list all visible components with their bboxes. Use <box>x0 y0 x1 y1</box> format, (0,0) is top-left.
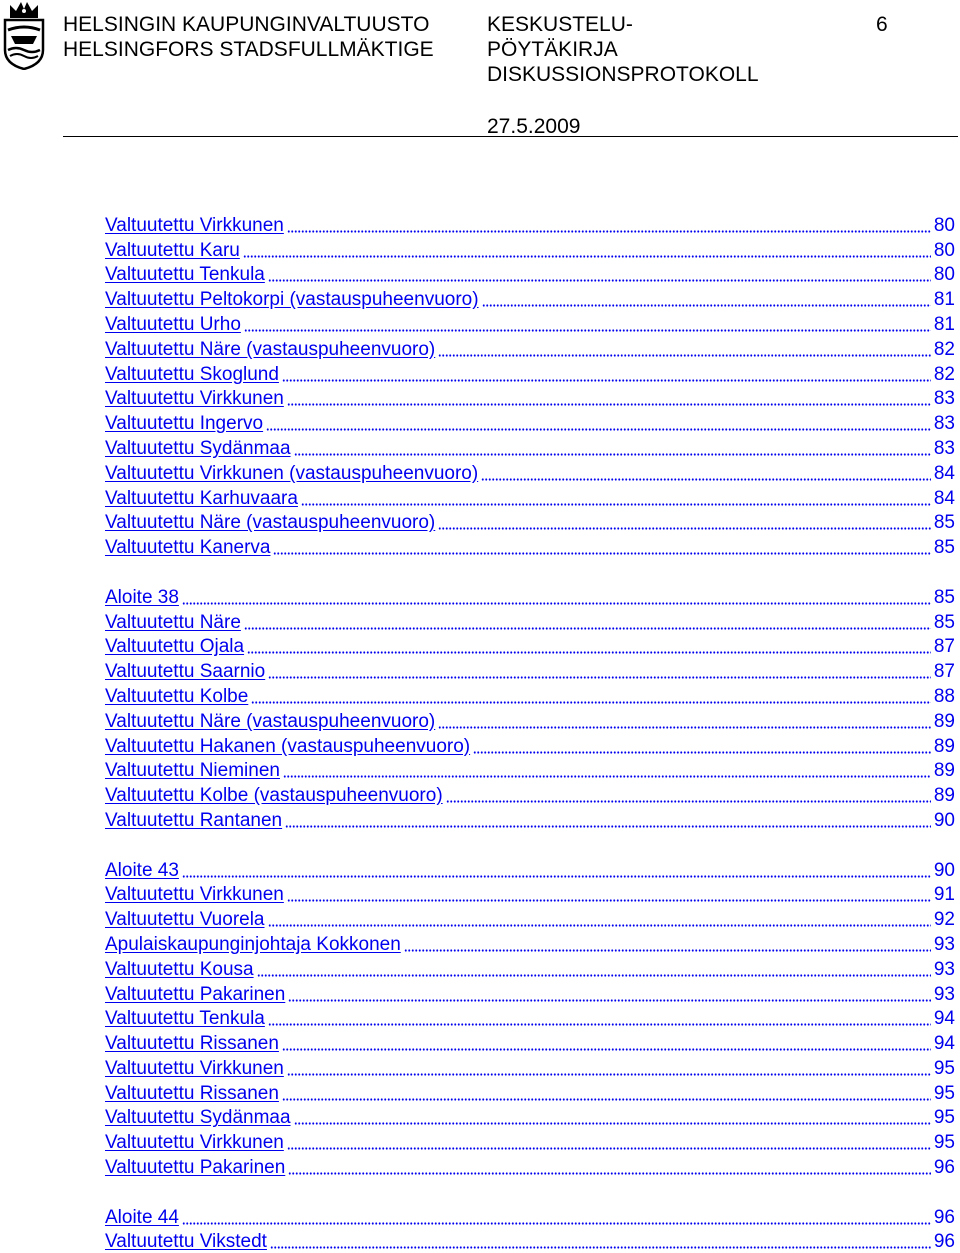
toc-entry-page: 90 <box>933 809 955 831</box>
toc-entry-page: 96 <box>933 1157 955 1179</box>
toc-entry-page: 91 <box>933 884 955 906</box>
meeting-date: 27.5.2009 <box>487 115 581 138</box>
toc-entry[interactable] <box>105 981 955 1006</box>
document-type-line-2: PÖYTÄKIRJA <box>487 38 618 61</box>
toc-dot-leader <box>282 361 931 382</box>
toc-entry-page: 89 <box>933 710 955 732</box>
toc-entry-title: Valtuutettu Virkkunen <box>105 388 284 410</box>
toc-dot-leader <box>473 733 931 754</box>
toc-entry-title: Valtuutettu Virkkunen (vastauspuheenvuoro) <box>105 462 479 484</box>
toc-entry[interactable] <box>105 435 955 460</box>
toc-entry-page: 95 <box>933 1057 955 1079</box>
toc-entry[interactable] <box>105 658 955 683</box>
toc-entry-page: 85 <box>933 512 955 534</box>
toc-entry[interactable] <box>105 609 955 634</box>
toc-entry-title: Valtuutettu Rissanen <box>105 1082 279 1104</box>
toc-dot-leader <box>243 237 931 258</box>
toc-entry[interactable] <box>105 1129 955 1154</box>
toc-dot-leader <box>251 683 931 704</box>
toc-dot-leader <box>247 634 931 655</box>
toc-entry-title: Valtuutettu Virkkunen <box>105 1057 284 1079</box>
toc-dot-leader <box>288 981 931 1002</box>
toc-entry-title: Valtuutettu Karhuvaara <box>105 487 298 509</box>
toc-dot-leader <box>287 882 931 903</box>
toc-entry-title: Valtuutettu Näre <box>105 611 241 633</box>
toc-entry-title: Valtuutettu Virkkunen <box>105 214 284 236</box>
toc-dot-leader <box>482 286 931 307</box>
toc-entry-title: Valtuutettu Kanerva <box>105 537 271 559</box>
toc-entry-page: 96 <box>933 1206 955 1228</box>
toc-entry-title: Valtuutettu Vuorela <box>105 909 265 931</box>
toc-entry-title: Valtuutettu Ingervo <box>105 413 264 435</box>
toc-entry[interactable] <box>105 708 955 733</box>
toc-entry-title: Valtuutettu Virkkunen <box>105 884 284 906</box>
toc-entry-page: 81 <box>933 313 955 335</box>
toc-entry-page: 83 <box>933 413 955 435</box>
toc-entry-title: Valtuutettu Tenkula <box>105 264 265 286</box>
toc-entry-page: 87 <box>933 636 955 658</box>
toc-entry-page: 89 <box>933 785 955 807</box>
toc-entry-title: Apulaiskaupunginjohtaja Kokkonen <box>105 933 401 955</box>
toc-entry-title: Valtuutettu Pakarinen <box>105 1157 286 1179</box>
toc-entry-title: Valtuutettu Saarnio <box>105 661 266 683</box>
toc-dot-leader <box>285 807 931 828</box>
toc-entry[interactable] <box>105 1006 955 1031</box>
toc-entry-title: Valtuutettu Tenkula <box>105 1008 265 1030</box>
toc-dot-leader <box>438 708 931 729</box>
toc-entry-title: Valtuutettu Rantanen <box>105 809 283 831</box>
toc-dot-leader <box>287 1129 931 1150</box>
toc-entry-title: Valtuutettu Virkkunen <box>105 1132 284 1154</box>
toc-dot-leader <box>182 584 931 605</box>
toc-dot-leader <box>268 1006 931 1027</box>
toc-entry-page: 85 <box>933 586 955 608</box>
toc-dot-leader <box>244 609 931 630</box>
toc-entry-page: 80 <box>933 264 955 286</box>
toc-entry-title: Valtuutettu Näre (vastauspuheenvuoro) <box>105 512 436 534</box>
toc-entry-title: Valtuutettu Skoglund <box>105 363 279 385</box>
toc-entry-title: Valtuutettu Kolbe <box>105 685 249 707</box>
toc-entry[interactable] <box>105 460 955 485</box>
toc-entry-page: 94 <box>933 1008 955 1030</box>
toc-dot-leader <box>481 460 931 481</box>
toc-dot-leader <box>268 906 931 927</box>
toc-entry-title: Valtuutettu Urho <box>105 313 241 335</box>
toc-entry-title: Valtuutettu Nieminen <box>105 760 280 782</box>
toc-entry-title: Valtuutettu Sydänmaa <box>105 437 291 459</box>
toc-dot-leader <box>182 857 931 878</box>
toc-entry-page: 83 <box>933 437 955 459</box>
toc-entry-title: Aloite 43 <box>105 859 179 881</box>
toc-entry[interactable] <box>105 237 955 262</box>
toc-entry-title: Aloite 38 <box>105 586 179 608</box>
toc-entry[interactable] <box>105 1030 955 1055</box>
toc-entry-page: 80 <box>933 214 955 236</box>
document-type-line-1: KESKUSTELU- <box>487 13 633 36</box>
toc-entry-title: Valtuutettu Vikstedt <box>105 1231 267 1253</box>
toc-entry-page: 88 <box>933 685 955 707</box>
toc-entry[interactable] <box>105 1055 955 1080</box>
toc-dot-leader <box>244 311 931 332</box>
document-type-line-3: DISKUSSIONSPROTOKOLL <box>487 63 759 86</box>
toc-dot-leader <box>268 658 931 679</box>
toc-entry-title: Valtuutettu Kolbe (vastauspuheenvuoro) <box>105 785 443 807</box>
organization-name <box>63 12 434 62</box>
toc-entry[interactable] <box>105 1080 955 1105</box>
toc-entry-title: Valtuutettu Näre (vastauspuheenvuoro) <box>105 710 436 732</box>
toc-entry[interactable] <box>105 634 955 659</box>
toc-entry-page: 96 <box>933 1231 955 1253</box>
toc-entry-title: Valtuutettu Näre (vastauspuheenvuoro) <box>105 338 436 360</box>
toc-entry-title: Valtuutettu Sydänmaa <box>105 1107 291 1129</box>
toc-entry[interactable] <box>105 584 955 609</box>
toc-entry[interactable] <box>105 683 955 708</box>
toc-entry[interactable] <box>105 807 955 832</box>
toc-dot-leader <box>273 534 930 555</box>
toc-entry[interactable] <box>105 336 955 361</box>
toc-dot-leader <box>301 485 931 506</box>
toc-entry-title: Valtuutettu Rissanen <box>105 1033 279 1055</box>
toc-entry-page: 82 <box>933 338 955 360</box>
toc-entry-page: 81 <box>933 289 955 311</box>
toc-dot-leader <box>282 1030 931 1051</box>
toc-entry[interactable] <box>105 1204 955 1229</box>
toc-entry-page: 93 <box>933 933 955 955</box>
toc-entry-page: 84 <box>933 462 955 484</box>
toc-entry-title: Valtuutettu Hakanen (vastauspuheenvuoro) <box>105 735 471 757</box>
toc-entry[interactable] <box>105 931 955 956</box>
toc-entry-page: 84 <box>933 487 955 509</box>
toc-entry[interactable] <box>105 882 955 907</box>
document-type <box>487 12 759 87</box>
toc-entry-page: 95 <box>933 1082 955 1104</box>
toc-entry[interactable] <box>105 510 955 535</box>
toc-dot-leader <box>294 435 931 456</box>
toc-entry-page: 85 <box>933 537 955 559</box>
toc-entry[interactable] <box>105 212 955 237</box>
toc-entry[interactable] <box>105 906 955 931</box>
toc-entry-page: 80 <box>933 239 955 261</box>
toc-entry-title: Valtuutettu Pakarinen <box>105 983 286 1005</box>
toc-entry[interactable] <box>105 262 955 287</box>
toc-dot-leader <box>266 410 931 431</box>
toc-entry-title: Valtuutettu Peltokorpi (vastauspuheenvuoro) <box>105 289 479 311</box>
page-header <box>0 0 960 140</box>
toc-dot-leader <box>268 262 931 283</box>
toc-dot-leader <box>282 1080 931 1101</box>
toc-entry-page: 94 <box>933 1033 955 1055</box>
toc-entry-page: 93 <box>933 983 955 1005</box>
page-number: 6 <box>876 13 888 36</box>
toc-entry[interactable] <box>105 361 955 386</box>
helsinki-coat-of-arms-icon <box>2 0 46 70</box>
toc-dot-leader <box>438 510 931 531</box>
toc-entry-title: Aloite 44 <box>105 1206 179 1228</box>
toc-entry-title: Valtuutettu Kousa <box>105 958 254 980</box>
toc-entry[interactable] <box>105 857 955 882</box>
toc-entry-title: Valtuutettu Ojala <box>105 636 245 658</box>
toc-entry[interactable] <box>105 1105 955 1130</box>
toc-entry-page: 85 <box>933 611 955 633</box>
toc-dot-leader <box>287 1055 931 1076</box>
toc-entry[interactable] <box>105 1229 955 1253</box>
toc-entry[interactable] <box>105 758 955 783</box>
toc-entry[interactable] <box>105 534 955 559</box>
toc-dot-leader <box>446 782 931 803</box>
toc-entry-page: 87 <box>933 661 955 683</box>
toc-entry[interactable] <box>105 733 955 758</box>
toc-entry[interactable] <box>105 286 955 311</box>
toc-dot-leader <box>270 1229 931 1250</box>
organization-name-fi: HELSINGIN KAUPUNGINVALTUUSTO <box>63 13 430 36</box>
toc-dot-leader <box>182 1204 931 1225</box>
toc-entry[interactable] <box>105 956 955 981</box>
toc-entry[interactable] <box>105 410 955 435</box>
toc-entry-page: 93 <box>933 958 955 980</box>
toc-entry-page: 82 <box>933 363 955 385</box>
toc-entry-page: 83 <box>933 388 955 410</box>
toc-dot-leader <box>404 931 931 952</box>
toc-entry-page: 89 <box>933 735 955 757</box>
toc-entry[interactable] <box>105 782 955 807</box>
toc-dot-leader <box>294 1105 931 1126</box>
toc-entry-title: Valtuutettu Karu <box>105 239 240 261</box>
toc-entry-page: 92 <box>933 909 955 931</box>
toc-dot-leader <box>287 212 931 233</box>
toc-entry[interactable] <box>105 386 955 411</box>
toc-entry-page: 90 <box>933 859 955 881</box>
toc-entry-page: 95 <box>933 1132 955 1154</box>
toc-dot-leader <box>288 1154 931 1175</box>
toc-entry[interactable] <box>105 311 955 336</box>
toc-entry[interactable] <box>105 1154 955 1179</box>
toc-entry-page: 95 <box>933 1107 955 1129</box>
toc-dot-leader <box>438 336 931 357</box>
header-divider <box>63 136 958 137</box>
toc-dot-leader <box>283 758 931 779</box>
toc-entry-page: 89 <box>933 760 955 782</box>
toc-dot-leader <box>287 386 931 407</box>
table-of-contents <box>105 212 955 1253</box>
toc-dot-leader <box>257 956 931 977</box>
toc-entry[interactable] <box>105 485 955 510</box>
organization-name-sv: HELSINGFORS STADSFULLMÄKTIGE <box>63 38 434 61</box>
